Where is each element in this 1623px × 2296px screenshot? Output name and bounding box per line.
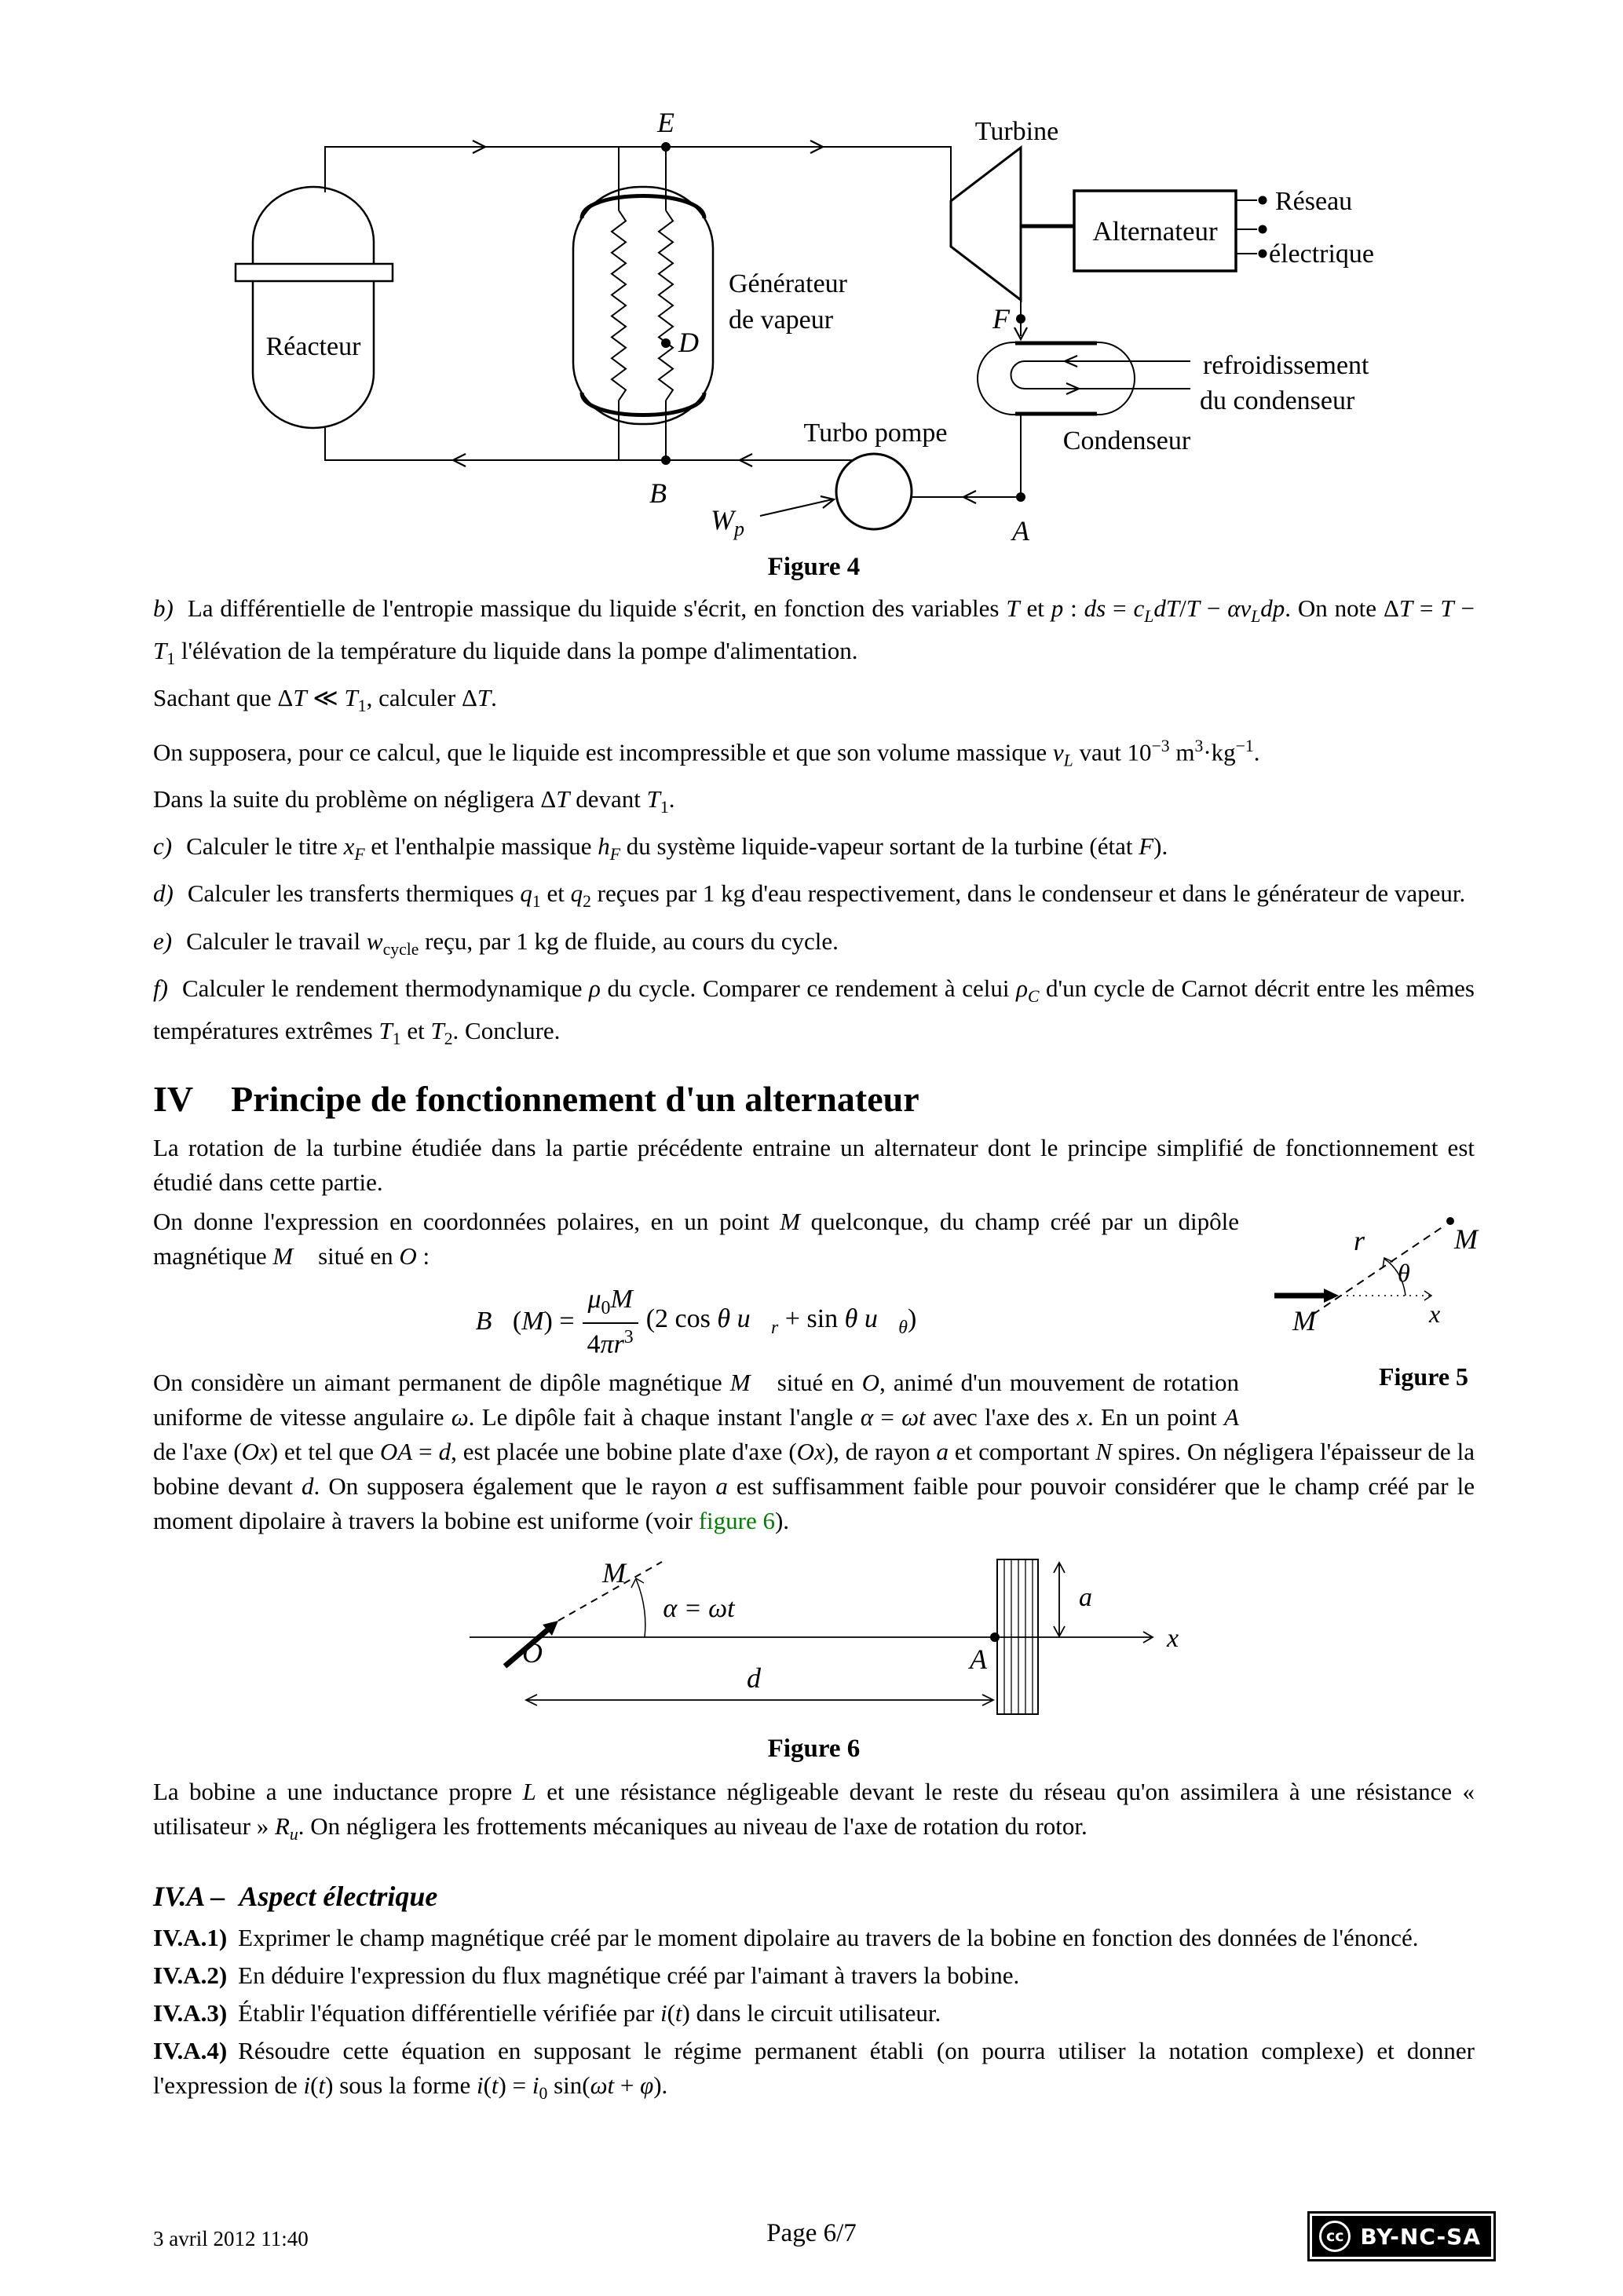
r-label: r xyxy=(1354,1224,1365,1256)
section-iv-p1: La rotation de la turbine étudiée dans la partie précédente entraine un alternateur dont le principe simplifié de fonctionnement est étudié dans cette partie. xyxy=(153,1133,1475,1196)
secondary-coil-zigzag xyxy=(659,210,673,400)
dipole-vector-label: M⃗ xyxy=(1292,1304,1338,1336)
question-b-note1: On supposera, pour ce calcul, que le liquide est incompressible et que son volume massique $v_L$ vaut $10^{-3}$ $m^3\cdot kg^{-1}$. xyxy=(153,736,1260,770)
point-A xyxy=(990,1632,1000,1642)
question-c: c) Calculer le titre $x_F$ et l'enthalpie massique $h_F$ du système liquide-vapeur sortant de la turbine (état F). xyxy=(153,832,1168,865)
distance-dimension xyxy=(526,1662,993,1706)
question-d-label: d) xyxy=(153,879,174,908)
grid-label-1: Réseau xyxy=(1275,187,1353,216)
question-e: e) Calculer le travail $w_{cycle}$ reçu, par 1 kg de fluide, au cours du cycle. xyxy=(153,927,839,959)
question-b-note2: Dans la suite du problème on négligera ΔT devant $T_1$. xyxy=(153,785,675,817)
svg-text:a: a xyxy=(1079,1582,1092,1612)
question-iva3: IV.A.3) Établir l'équation différentielle vérifiée par i(t) dans le circuit utilisateur. xyxy=(153,1999,941,2027)
section-iv-heading: IV Principe de fonctionnement d'un alternateur xyxy=(153,1079,919,1120)
reactor-vessel xyxy=(236,187,393,428)
question-c-label: c) xyxy=(153,832,173,861)
alpha-label: α = ωt xyxy=(663,1593,735,1623)
figure4-caption: Figure 4 xyxy=(767,553,861,581)
dipole-field-formula: B⃗(M) = $\frac{\mu_0M}{4\pi r^3}$ (2 cos θ $u⃗_r + \sin \theta$ $u⃗_\theta$) xyxy=(475,1284,917,1358)
state-points xyxy=(661,142,1025,502)
question-iva2: IV.A.2) En déduire l'expression du flux magnétique créé par l'aimant à travers la bobine. xyxy=(153,1961,1020,1990)
timestamp: 3 avril 2012 11:40 xyxy=(153,2227,309,2250)
origin-label: O xyxy=(522,1636,543,1669)
grid-terminals xyxy=(1236,200,1257,254)
question-b-line2: Sachant que ΔT ≪ $T_1$, calculer ΔT. xyxy=(153,684,497,716)
figure5-caption: Figure 5 xyxy=(1378,1362,1469,1391)
svg-text:d: d xyxy=(747,1662,761,1694)
condenser xyxy=(978,342,1369,455)
generator-label-2: de vapeur xyxy=(729,305,834,335)
pump-label: Turbo pompe xyxy=(803,419,948,448)
question-b-label: b) xyxy=(153,594,174,622)
section-iv-p2: On donne l'expression en coordonnées polaires, en un point M quelconque, du champ créé par un dipôle magnétique M⃗ situé en O : xyxy=(153,1207,1239,1270)
point-A-label: A xyxy=(970,1643,987,1675)
question-d: d) Calculer les transferts thermiques $q_1$ et $q_2$ reçues par 1 kg d'eau respectivement, dans le condenseur et dans le générateur de vapeur. xyxy=(153,879,1466,912)
generator-label-1: Générateur xyxy=(729,269,848,298)
question-iva3-label: IV.A.3) xyxy=(153,1999,228,2027)
cooling-label-1: refroidissement xyxy=(1203,351,1369,380)
alternator xyxy=(1021,187,1374,271)
svg-text:A: A xyxy=(1012,515,1029,547)
cooling-tube xyxy=(1011,361,1191,389)
condenser-label: Condenseur xyxy=(1062,426,1191,455)
figure5-diagram xyxy=(1255,1205,1592,1358)
question-f: f) Calculer le rendement thermodynamique ρ du cycle. Comparer ce rendement à celui $\rho_C$ d'un cycle de Carnot décrit entre les mêmes températures extrêmes $T_1$ et $T_2$. Conclure. xyxy=(153,974,1475,1049)
question-iva4-label: IV.A.4) xyxy=(153,2037,228,2065)
question-e-label: e) xyxy=(153,927,173,955)
figure6-caption: Figure 6 xyxy=(767,1734,861,1763)
svg-text:D: D xyxy=(678,327,699,358)
cc-license-badge[interactable] xyxy=(1307,2211,1496,2261)
section-iv-p3: On considère un aimant permanent de dipôle magnétique M⃗ situé en O, animé d'un mouvement de rotation uniforme de vitesse angulaire ω. Le dipôle fait à chaque instant l'angle α = ωt avec l'axe des x. En un point A de l'axe (Ox) et tel que OA = d, est placée une bobine plate d'axe (Ox), de rayon a et comportant N spires. On négligera l'épaisseur de la bobine devant d. On supposera également que le rayon a est suffisamment faible pour pouvoir considérer que le champ créé par le moment dipolaire à travers la bobine est uniforme (voir figure 6). xyxy=(153,1368,1475,1534)
figure6-diagram xyxy=(448,1551,1264,1731)
turbine xyxy=(951,117,1058,300)
x-axis-label: x xyxy=(1167,1623,1179,1653)
figure6-link[interactable]: figure 6 xyxy=(698,1506,775,1534)
question-iva1-label: IV.A.1) xyxy=(153,1924,228,1952)
cc-license-text: BY-NC-SA xyxy=(1360,2223,1481,2250)
turbine-label: Turbine xyxy=(974,117,1059,146)
page-footer xyxy=(0,2206,1623,2261)
coil-description: La bobine a une inductance propre L et une résistance négligeable devant le reste du réseau qu'on assimilera à une résistance « utilisateur » $R_u$. On négligera les frottements mécaniques au niveau de l'axe de rotation du rotor. xyxy=(153,1777,1475,1844)
figure6-block xyxy=(153,1551,1475,1764)
point-M xyxy=(1446,1217,1454,1225)
cc-icon: cc xyxy=(1319,2221,1351,2252)
radius-dimension xyxy=(1054,1563,1092,1636)
radius-dashed-line xyxy=(1313,1225,1446,1314)
page-content xyxy=(0,553,1623,2111)
dipole-vector-label: M⃗ xyxy=(602,1556,648,1589)
point-M-label: M xyxy=(1454,1223,1478,1255)
svg-text:B: B xyxy=(649,477,667,509)
reactor-label: Réacteur xyxy=(265,332,361,361)
section-iva-heading: IV.A – Aspect électrique xyxy=(153,1881,438,1913)
page-number: Page 6/7 xyxy=(766,2219,857,2247)
question-b: b) La différentielle de l'entropie massique du liquide s'écrit, en fonction des variables T et p : ds = $c_LdT/T - \alpha v_Ldp$. On note $\Delta T = T - T_1$ l'élévation de la température du liquide dans la pompe d'alimentation. xyxy=(153,594,1475,669)
question-iva4: IV.A.4) Résoudre cette équation en supposant le régime permanent établi (on pourra utiliser la notation complexe) et donner l'expression de i(t) sous la forme $i(t) = i_0$ sin(ωt + φ). xyxy=(153,2037,1475,2104)
state-point-labels xyxy=(649,107,1030,547)
x-axis-label: x xyxy=(1429,1299,1441,1328)
circuit-pipes xyxy=(325,147,1021,516)
svg-text:E: E xyxy=(657,107,674,138)
figure5-block xyxy=(1255,1205,1592,1391)
question-f-label: f) xyxy=(153,974,168,1002)
theta-label: θ xyxy=(1398,1258,1410,1287)
figure4-diagram xyxy=(0,31,1623,550)
grid-label-2: électrique xyxy=(1269,239,1375,269)
primary-coil-zigzag xyxy=(612,210,626,400)
pump-work-label: $W_p$ xyxy=(711,504,744,540)
question-iva1: IV.A.1) Exprimer le champ magnétique créé par le moment dipolaire au travers de la bobine en fonction des données de l'énoncé. xyxy=(153,1924,1419,1952)
question-iva2-label: IV.A.2) xyxy=(153,1961,228,1990)
cooling-label-2: du condenseur xyxy=(1200,386,1355,415)
alternator-label: Alternateur xyxy=(1092,216,1218,247)
turbo-pump xyxy=(711,419,947,540)
svg-text:F: F xyxy=(992,303,1010,335)
steam-generator xyxy=(573,187,848,424)
